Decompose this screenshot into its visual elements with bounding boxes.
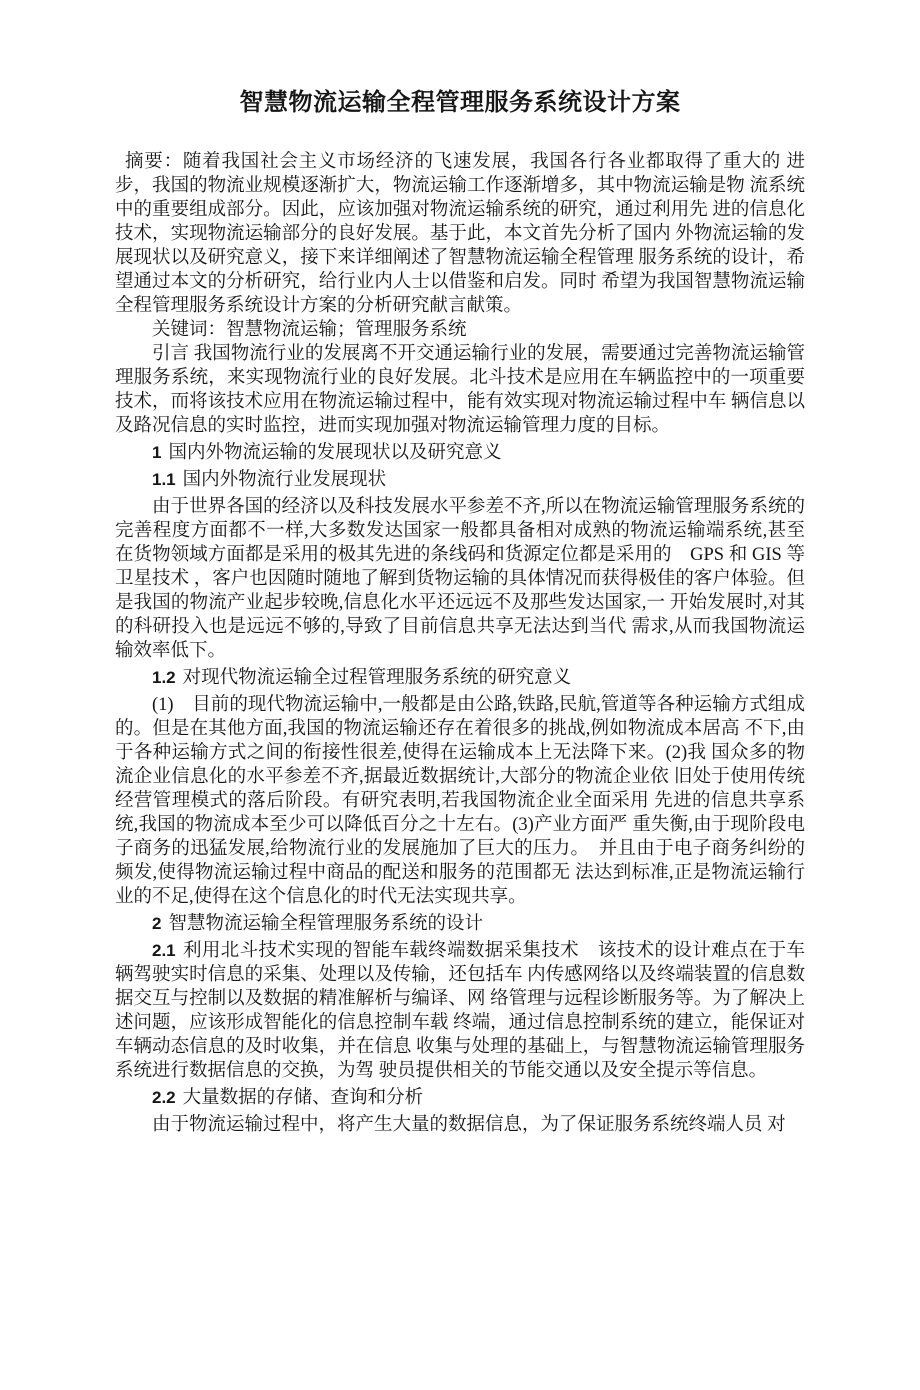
section-heading bbox=[115, 1086, 805, 1110]
section-number-label: 2.1 bbox=[152, 941, 176, 960]
paragraph bbox=[115, 342, 810, 438]
section-heading bbox=[115, 666, 805, 690]
paragraph-text: 由于世界各国的经济以及科技发展水平参差不齐,所以在物流运输管理服务系统的完善程度方面都不一样,大多数发达国家一般都具备相对成熟的物流运输端系统,甚至在货物领域方面都是采用的极其先进的条线码和货源定位都是采用的 GPS 和 GIS 等卫星技术 ，客户也因随时随地了解到货物运输的具体情况而获得极佳的客户体验。但是我国的物流产业起步较晚,信息化水平还远远不及那些发达国家,一 开始发展时,对其的科研投入也是远远不够的,导致了目前信息共享无法达到当代 需求,从而我国物流运输效率低下。 bbox=[115, 497, 805, 661]
section-heading bbox=[115, 441, 805, 465]
paragraph-text: 引言 我国物流行业的发展离不开交通运输行业的发展，需要通过完善物流运输管 理服务系统，来实现物流行业的良好发展。北斗技术是应用在车辆监控中的一项重要技术，而将该技术应用在物流运输过程中，能有效实现对物流运输过程中车 辆信息以及路况信息的实时监控，进而实现加强对物流运输管理力度的目标。 bbox=[115, 344, 810, 436]
document-body bbox=[115, 150, 810, 1137]
paragraph bbox=[115, 150, 805, 318]
section-heading bbox=[115, 912, 805, 936]
paragraph bbox=[115, 1113, 805, 1137]
section-heading-text: 国内外物流运输的发展现状以及研究意义 bbox=[168, 443, 502, 463]
section-number-label: 1.1 bbox=[152, 470, 176, 489]
paragraph bbox=[115, 939, 805, 1083]
paragraph-text: 关键词：智慧物流运输；管理服务系统 bbox=[152, 320, 467, 340]
paragraph-text: (1) 目前的现代物流运输中,一般都是由公路,铁路,民航,管道等各种运输方式组成的。但是在其他方面,我国的物流运输还存在着很多的挑战,例如物流成本居高 不下,由于各种运输方式之间的衔接性很差,使得在运输成本上无法降下来。(2)我 国众多的物流企业信息化的水平参差不齐,据最近数据统计,大部分的物流企业依 旧处于使用传统经营管理模式的落后阶段。有研究表明,若我国物流企业全面采用 先进的信息共享系统,我国的物流成本至少可以降低百分之十左右。(3)产业方面严 重失衡,由于现阶段电子商务的迅猛发展,给物流行业的发展施加了巨大的压力。 并且由于电子商务纠纷的频发,使得物流运输过程中商品的配送和服务的范围都无 法达到标准,正是物流运输行业的不足,使得在这个信息化的时代无法实现共享。 bbox=[115, 695, 805, 907]
paragraph bbox=[115, 693, 805, 909]
paragraph-text: 利用北斗技术实现的智能车载终端数据采集技术 该技术的设计难点在于车辆驾驶实时信息的采集、处理以及传输，还包括车 内传感网络以及终端装置的信息数据交互与控制以及数据的精准解析与编译、网 络管理与远程诊断服务等。为了解决上述问题，应该形成智能化的信息控制车载 终端，通过信息控制系统的建立，能保证对车辆动态信息的及时收集，并在信息 收集与处理的基础上，与智慧物流运输管理服务系统进行数据信息的交换，为驾 驶员提供相关的节能交通以及安全提示等信息。 bbox=[115, 941, 805, 1081]
section-number-label: 2 bbox=[152, 914, 162, 933]
section-number-label: 1.2 bbox=[152, 668, 176, 687]
paragraph-text: 摘要：随着我国社会主义市场经济的飞速发展，我国各行各业都取得了重大的 进步，我国的物流业规模逐渐扩大，物流运输工作逐渐增多，其中物流运输是物 流系统中的重要组成部分。因此，应该加强对物流运输系统的研究，通过利用先 进的信息化技术，实现物流运输部分的良好发展。基于此，本文首先分析了国内 外物流运输的发展现状以及研究意义，接下来详细阐述了智慧物流运输全程管理 服务系统的设计，希望通过本文的分析研究，给行业内人士以借鉴和启发。同时 希望为我国智慧物流运输全程管理服务系统设计方案的分析研究献言献策。 bbox=[115, 152, 805, 316]
section-heading-text: 大量数据的存储、查询和分析 bbox=[182, 1088, 424, 1108]
section-heading-text: 国内外物流行业发展现状 bbox=[182, 470, 387, 490]
section-heading-text: 对现代物流运输全过程管理服务系统的研究意义 bbox=[182, 668, 572, 688]
section-number-label: 1 bbox=[152, 443, 162, 462]
paragraph bbox=[115, 495, 805, 663]
paragraph bbox=[115, 318, 805, 342]
section-heading-text: 智慧物流运输全程管理服务系统的设计 bbox=[168, 914, 483, 934]
document-title: 智慧物流运输全程管理服务系统设计方案 bbox=[239, 90, 681, 116]
section-number-label: 2.2 bbox=[152, 1088, 176, 1107]
document-page bbox=[0, 88, 920, 1137]
paragraph-text: 由于物流运输过程中，将产生大量的数据信息，为了保证服务系统终端人员 对 bbox=[152, 1115, 786, 1135]
section-heading bbox=[115, 468, 805, 492]
